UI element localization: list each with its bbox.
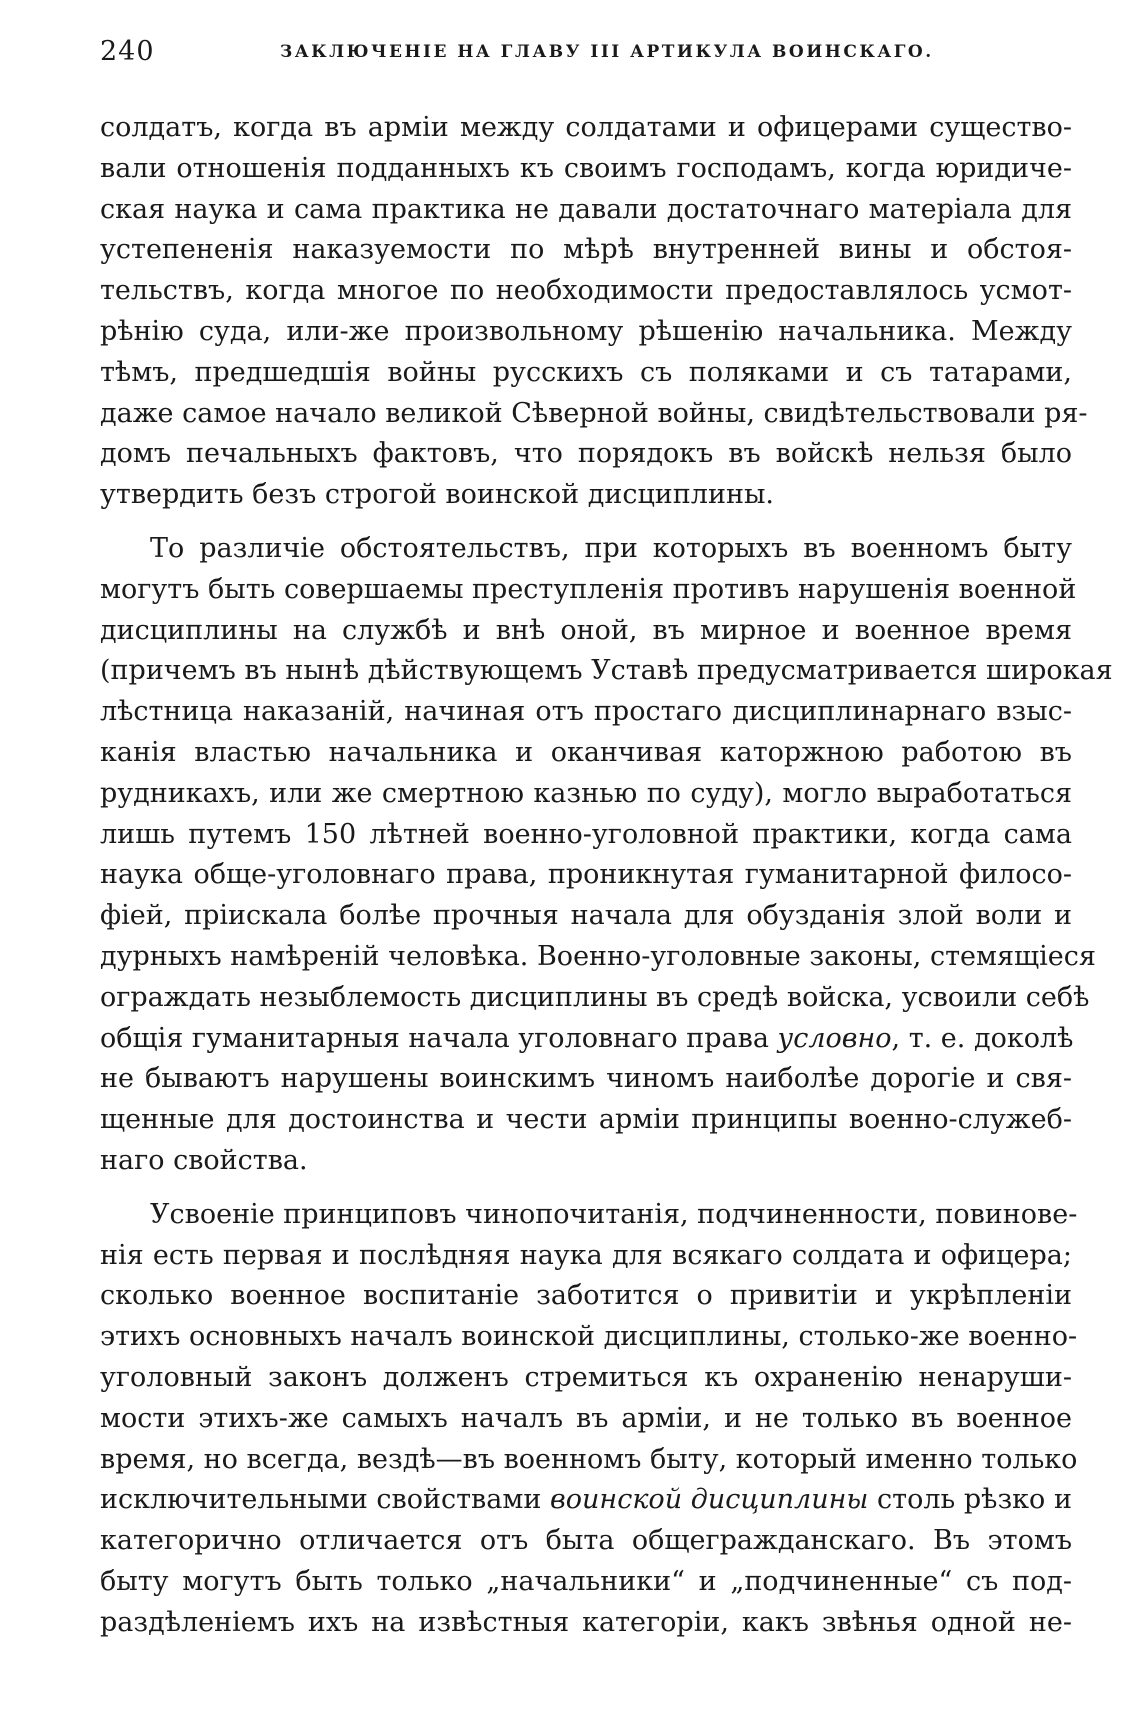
- text-segment: исключительными свойствами: [100, 1484, 542, 1516]
- text-line: этихъ основныхъ началъ воинской дисциплины, столько-же военно-: [100, 1321, 1078, 1353]
- text-line: наго свойства.: [100, 1144, 308, 1176]
- text-line: щенные для достоинства и чести арміи принципы военно-служеб-: [100, 1104, 1072, 1136]
- text-line-with-italic: [100, 1019, 1072, 1060]
- text-line: рѣнію суда, или-же произвольному рѣшенію начальника. Между: [100, 315, 1072, 347]
- text-line: То различіе обстоятельствъ, при которыхъ въ военномъ быту: [150, 532, 1072, 564]
- running-title: ЗАКЛЮЧЕНІЕ НА ГЛАВУ III АРТИКУЛА ВОИНСКАГО.: [280, 42, 934, 62]
- text-line: быту могутъ быть только „начальники“ и „подчиненные“ съ под-: [100, 1565, 1072, 1597]
- text-line: могутъ быть совершаемы преступленія противъ нарушенія военной: [100, 573, 1077, 605]
- text-line: канія властью начальника и оканчивая каторжною работою въ: [100, 736, 1072, 768]
- text-segment: , т. е. доколѣ: [891, 1022, 1074, 1054]
- text-line: лѣстница наказаній, начиная отъ простаго дисциплинарнаго взыс-: [100, 696, 1072, 728]
- text-line: дисциплины на службѣ и внѣ оной, въ мирное и военное время: [100, 614, 1072, 646]
- text-line: раздѣленіемъ ихъ на извѣстныя категоріи, какъ звѣнья одной не-: [100, 1606, 1072, 1638]
- text-line: наука обще-уголовнаго права, проникнутая гуманитарной филосо-: [100, 859, 1072, 891]
- text-line: лишь путемъ 150 лѣтней военно-уголовной практики, когда сама: [100, 818, 1072, 850]
- page-number: 240: [100, 36, 155, 67]
- text-line: утвердить безъ строгой воинской дисциплины.: [100, 479, 775, 511]
- text-line: мости этихъ-же самыхъ началъ въ арміи, и не только въ военное: [100, 1402, 1072, 1434]
- text-line: (причемъ въ нынѣ дѣйствующемъ Уставѣ предусматривается широкая: [100, 655, 1113, 687]
- italic-emphasis: воинской дисциплины: [550, 1484, 869, 1516]
- body-text: [100, 108, 1113, 1643]
- text-line: тѣмъ, предшедшія войны русскихъ съ поляками и съ татарами,: [100, 356, 1072, 388]
- text-line: время, но всегда, вездѣ—въ военномъ быту, который именно только: [100, 1443, 1078, 1475]
- text-line: фіей, пріискала болѣе прочныя начала для обузданія злой воли и: [100, 900, 1072, 932]
- text-line: дурныхъ намѣреній человѣка. Военно-уголовные законы, стемящіеся: [100, 940, 1096, 972]
- italic-emphasis: условно: [777, 1022, 892, 1054]
- text-line: сколько военное воспитаніе заботится о привитіи и укрѣпленіи: [100, 1280, 1072, 1312]
- text-line: ограждать незыблемость дисциплины въ средѣ войска, усвоили себѣ: [100, 981, 1090, 1013]
- text-line: не бываютъ нарушены воинскимъ чиномъ наиболѣе дорогіе и свя-: [100, 1063, 1072, 1095]
- text-line: вали отношенія подданныхъ къ своимъ господамъ, когда юридиче-: [100, 152, 1072, 184]
- text-line: ская наука и сама практика не давали достаточнаго матеріала для: [100, 193, 1072, 225]
- text-line: домъ печальныхъ фактовъ, что порядокъ въ войскѣ нельзя было: [100, 438, 1072, 470]
- text-line: солдатъ, когда въ арміи между солдатами и офицерами существо-: [100, 112, 1072, 143]
- text-line: Усвоеніе принциповъ чинопочитанія, подчиненности, повинове-: [150, 1198, 1078, 1230]
- text-line: тельствъ, когда многое по необходимости предоставлялось усмот-: [100, 275, 1072, 307]
- paragraph-1: [100, 108, 1088, 516]
- text-line-with-italic: [100, 1480, 1072, 1521]
- text-segment: столь рѣзко и: [868, 1484, 1072, 1516]
- text-line: устепененія наказуемости по мѣрѣ внутренней вины и обстоя-: [100, 234, 1072, 266]
- text-segment: общія гуманитарныя начала уголовнаго права: [100, 1022, 769, 1054]
- text-line: уголовный законъ долженъ стремиться къ охраненію ненаруши-: [100, 1361, 1072, 1393]
- text-line: рудникахъ, или же смертною казнью по суду), могло выработаться: [100, 777, 1072, 809]
- paragraph-3: [100, 1195, 1078, 1644]
- text-line: даже самое начало великой Сѣверной войны, свидѣтельствовали ря-: [100, 397, 1088, 429]
- paragraph-2: [100, 529, 1113, 1182]
- text-line: нія есть первая и послѣдняя наука для всякаго солдата и офицера;: [100, 1239, 1072, 1271]
- text-line: категорично отличается отъ быта общегражданскаго. Въ этомъ: [100, 1525, 1072, 1557]
- running-head: [100, 36, 1100, 76]
